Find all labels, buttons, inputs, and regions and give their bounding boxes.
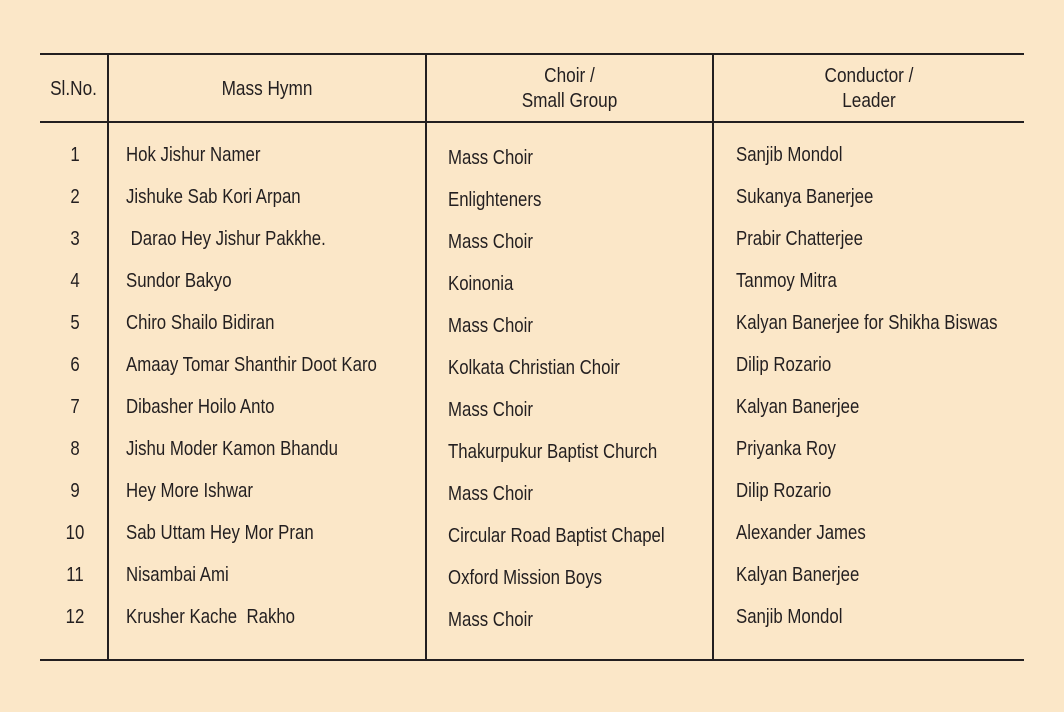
hymn-title: Jishu Moder Kamon Bhandu	[126, 438, 338, 460]
table-row	[40, 134, 1024, 176]
conductor: Kalyan Banerjee for Shikha Biswas	[736, 312, 998, 334]
table-row	[40, 596, 1024, 638]
conductor: Priyanka Roy	[736, 438, 836, 460]
choir-group: Mass Choir	[448, 483, 533, 505]
header-choir-line1: Choir /	[544, 65, 595, 87]
choir-group: Mass Choir	[448, 147, 533, 169]
table-bottom-rule	[40, 659, 1024, 661]
choir-group: Mass Choir	[448, 231, 533, 253]
row-number: 9	[70, 480, 80, 502]
row-number: 11	[66, 564, 84, 586]
table-row	[40, 344, 1024, 386]
hymn-title: Krusher Kache Rakho	[126, 606, 296, 628]
choir-group: Thakurpukur Baptist Church	[448, 441, 658, 463]
choir-group: Kolkata Christian Choir	[448, 357, 620, 379]
row-number: 10	[65, 522, 85, 544]
header-conductor	[736, 55, 1003, 123]
row-number: 5	[70, 312, 80, 334]
hymn-title: Hey More Ishwar	[126, 480, 253, 502]
hymn-title: Darao Hey Jishur Pakkhe.	[126, 228, 326, 250]
header-conductor-line1: Conductor /	[824, 65, 914, 87]
hymn-title: Jishuke Sab Kori Arpan	[126, 186, 301, 208]
header-mass-hymn	[131, 55, 403, 123]
conductor: Kalyan Banerjee	[736, 564, 860, 586]
choir-group: Mass Choir	[448, 315, 533, 337]
header-sl-no	[45, 55, 103, 123]
choir-group: Koinonia	[448, 273, 514, 295]
row-number: 7	[70, 396, 80, 418]
row-number: 12	[65, 606, 85, 628]
hymn-title: Nisambai Ami	[126, 564, 229, 586]
row-number: 1	[70, 144, 80, 166]
hymn-title: Amaay Tomar Shanthir Doot Karo	[126, 354, 377, 376]
header-choir-line2: Small Group	[521, 90, 618, 112]
header-sl-no-label: Sl.No.	[50, 77, 97, 100]
row-number: 3	[70, 228, 80, 250]
hymn-title: Sab Uttam Hey Mor Pran	[126, 522, 314, 544]
conductor: Kalyan Banerjee	[736, 396, 860, 418]
conductor: Dilip Rozario	[736, 480, 832, 502]
header-conductor-line2: Leader	[842, 90, 896, 112]
table-row	[40, 218, 1024, 260]
conductor: Alexander James	[736, 522, 866, 544]
conductor: Sanjib Mondol	[736, 606, 843, 628]
choir-group: Circular Road Baptist Chapel	[448, 525, 665, 547]
row-number: 4	[70, 270, 80, 292]
conductor: Dilip Rozario	[736, 354, 832, 376]
choir-group: Enlighteners	[448, 189, 542, 211]
row-number: 6	[70, 354, 80, 376]
choir-group: Oxford Mission Boys	[448, 567, 603, 589]
choir-group: Mass Choir	[448, 399, 533, 421]
row-number: 8	[70, 438, 80, 460]
hymn-title: Hok Jishur Namer	[126, 144, 261, 166]
hymn-title: Dibasher Hoilo Anto	[126, 396, 275, 418]
table-row	[40, 176, 1024, 218]
table-row	[40, 386, 1024, 428]
row-number: 2	[70, 186, 80, 208]
header-mass-hymn-label: Mass Hymn	[221, 77, 313, 100]
hymn-title: Sundor Bakyo	[126, 270, 232, 292]
table-row	[40, 512, 1024, 554]
hymn-table	[40, 53, 1024, 661]
table-row	[40, 260, 1024, 302]
choir-group: Mass Choir	[448, 609, 533, 631]
conductor: Sukanya Banerjee	[736, 186, 874, 208]
table-row	[40, 302, 1024, 344]
table-row	[40, 554, 1024, 596]
table-row	[40, 470, 1024, 512]
conductor: Sanjib Mondol	[736, 144, 843, 166]
header-choir	[447, 55, 692, 123]
table-row	[40, 428, 1024, 470]
conductor: Tanmoy Mitra	[736, 270, 837, 292]
hymn-title: Chiro Shailo Bidiran	[126, 312, 275, 334]
conductor: Prabir Chatterjee	[736, 228, 863, 250]
